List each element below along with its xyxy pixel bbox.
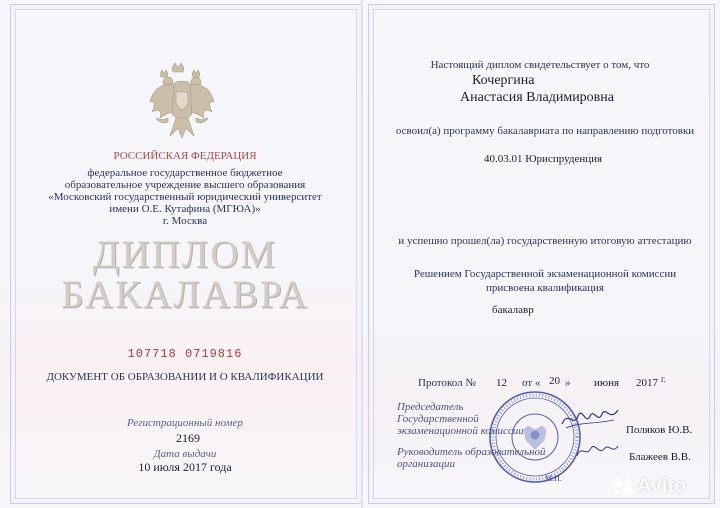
avito-logo-icon [612, 477, 634, 497]
decision-line-2: присвоена квалификация [486, 282, 604, 294]
coat-of-arms-icon [148, 62, 216, 142]
country-name: РОССИЙСКАЯ ФЕДЕРАЦИЯ [113, 150, 257, 162]
serial-number: 107718 0719816 [127, 347, 243, 361]
org-city: г. Москва [162, 215, 208, 227]
page-fold [361, 0, 363, 508]
program-text: освоил(а) программу бакалавриата по направлению подготовки [395, 125, 695, 137]
program-value: 40.03.01 Юриспруденция [484, 153, 603, 165]
protocol-from: от « [522, 377, 541, 389]
decision-line-1: Решением Государственной экзаменационной комиссии [413, 268, 677, 280]
head-label-1: Руководитель образовательной [397, 446, 546, 458]
protocol-year-suffix: г. [661, 374, 666, 384]
chair-label-3: экзаменационной комиссии [397, 425, 524, 437]
protocol-year: 2017 [636, 377, 658, 389]
qualification-value: бакалавр [492, 304, 534, 316]
chair-label-1: Председатель [397, 401, 464, 413]
avito-watermark [612, 474, 710, 500]
org-line-1: федеральное государственное бюджетное [87, 167, 283, 179]
head-name: Блажеев В.В. [629, 451, 691, 463]
issue-date-label: Дата выдачи [153, 448, 217, 460]
org-line-3: «Московский государственный юридический университет [48, 191, 322, 203]
diploma-title-line1: ДИПЛОМ [92, 233, 278, 276]
registration-number: 2169 [176, 431, 200, 445]
attestation-text: и успешно прошел(ла) государственную итоговую аттестацию [398, 235, 692, 247]
holder-surname: Кочергина [472, 73, 535, 88]
holder-given-names: Анастасия Владимировна [460, 90, 614, 105]
head-signature-icon [575, 440, 620, 462]
protocol-month: июня [594, 377, 620, 389]
org-line-4: имени О.Е. Кутафина (МГЮА)» [109, 203, 261, 215]
protocol-day-close: » [565, 377, 571, 389]
protocol-number: 12 [496, 377, 507, 389]
org-line-2: образовательное учреждение высшего образования [64, 179, 306, 191]
watermark-text: Avito [637, 475, 687, 497]
intro-text: Настоящий диплом свидетельствует о том, что [430, 59, 650, 71]
chair-name: Поляков Ю.В. [626, 424, 693, 436]
seal-text: М.П. [545, 474, 562, 483]
chair-label-2: Государственной [397, 413, 479, 425]
document-type: ДОКУМЕНТ ОБ ОБРАЗОВАНИИ И О КВАЛИФИКАЦИИ [46, 371, 324, 383]
registration-label: Регистрационный номер [127, 417, 243, 429]
protocol-label: Протокол № [418, 377, 476, 389]
head-label-2: организации [397, 458, 456, 470]
diploma-title-line2: БАКАЛАВРА [61, 273, 309, 316]
chair-signature-icon [560, 404, 620, 432]
issue-date-value: 10 июля 2017 года [138, 460, 232, 474]
protocol-day: 20 [549, 375, 560, 387]
